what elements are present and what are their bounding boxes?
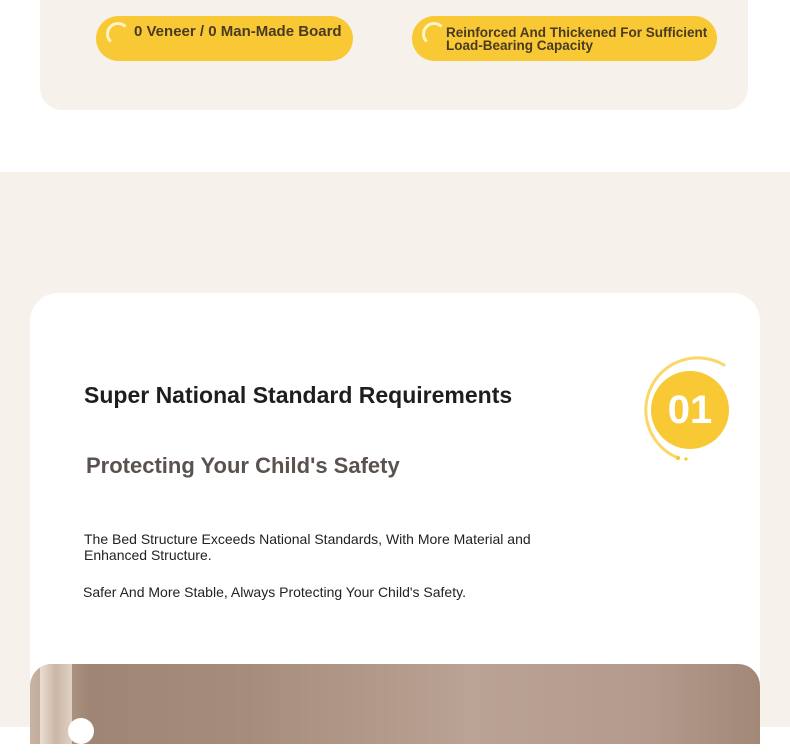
step-number-badge: 01 (651, 371, 729, 449)
section-subtitle: Protecting Your Child's Safety (86, 453, 400, 478)
swirl-icon (422, 22, 446, 46)
swirl-icon (106, 22, 130, 46)
description-paragraph: Safer And More Stable, Always Protecting Your Child's Safety. (83, 584, 466, 600)
section-title: Super National Standard Requirements (84, 382, 513, 408)
indicator-dot (68, 718, 94, 744)
description-paragraph: The Bed Structure Exceeds National Standards, With More Material and Enhanced Structure. (84, 531, 531, 563)
feature-pill-veneer (96, 16, 353, 61)
feature-pill-label: Reinforced And Thickened For Sufficient Load-Bearing Capacity (446, 25, 708, 53)
product-photo (30, 664, 760, 744)
feature-pill-label: 0 Veneer / 0 Man-Made Board (134, 23, 342, 40)
feature-pill-load-bearing (412, 16, 717, 61)
